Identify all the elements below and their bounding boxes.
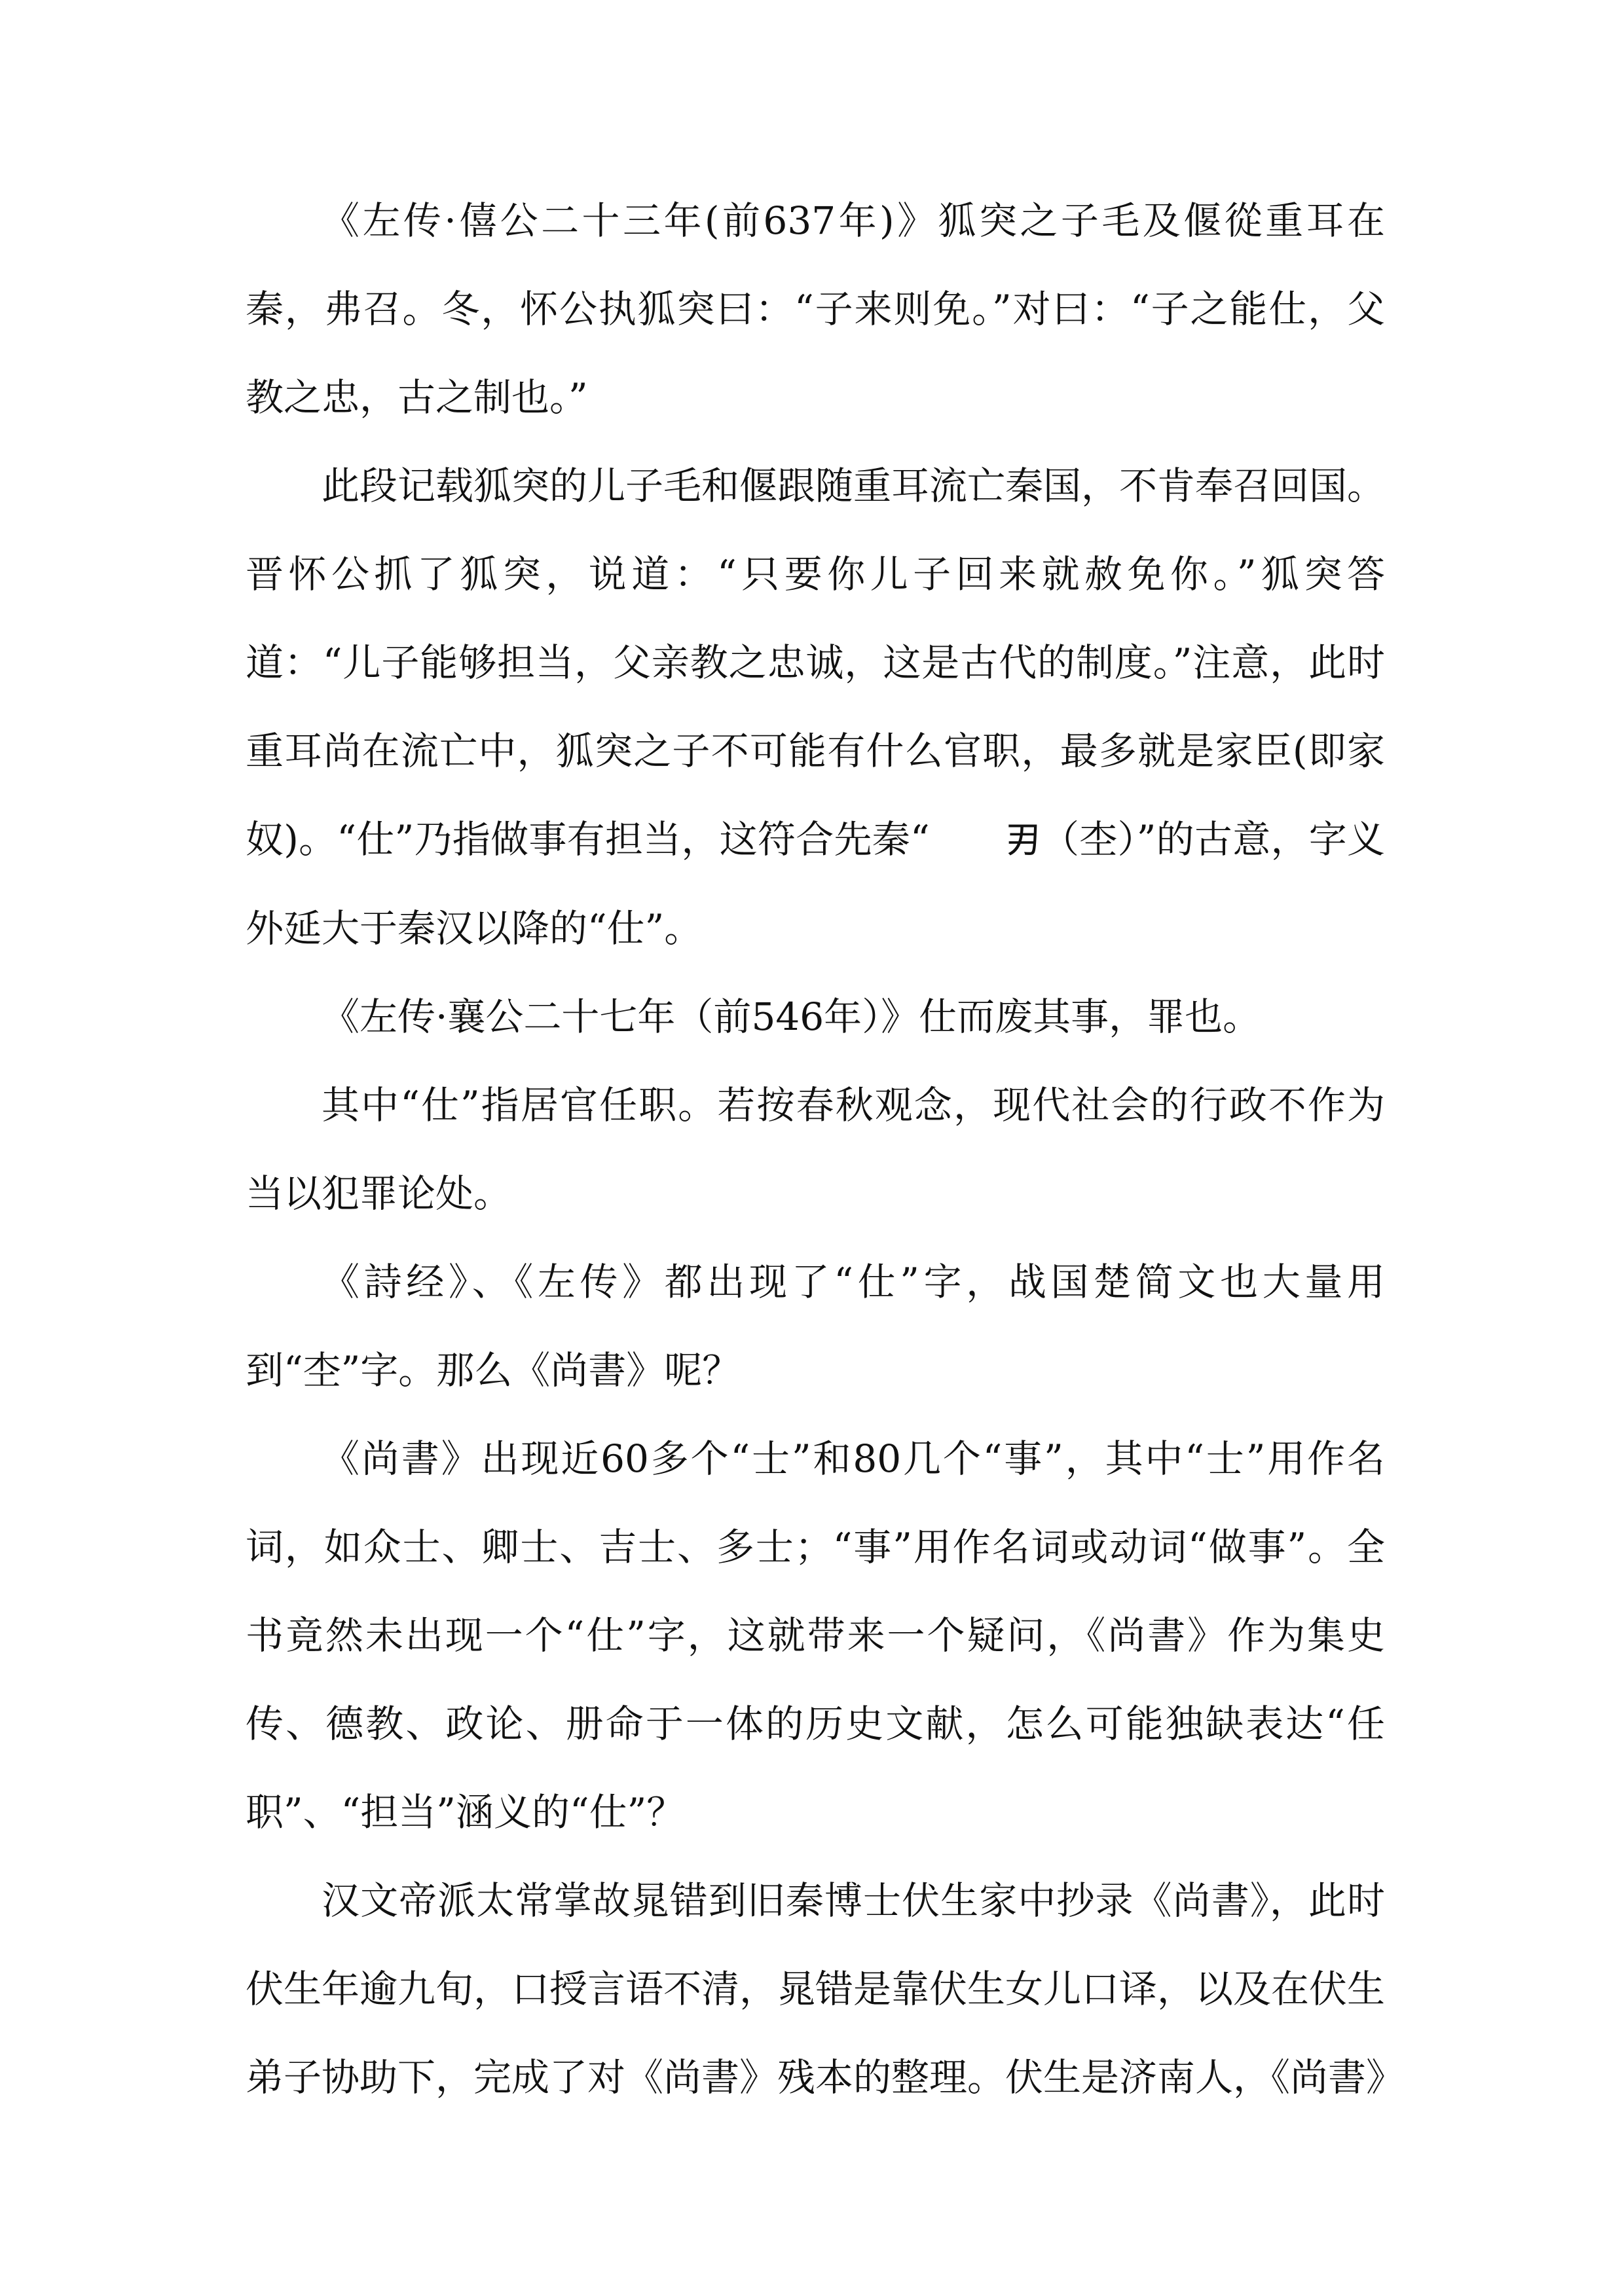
paragraph-zuozhuan-xigong: 《左传·僖公二十三年(前637年)》狐突之子毛及偃從重耳在秦，弗召。冬，怀公执狐突曰：“子来则免。”对曰：“子之能仕，父教之忠，古之制也。” (246, 198, 1385, 420)
paragraph-hutu-text-part1: 此段记载狐突的儿子毛和偃跟随重耳流亡秦国，不肯奉召回国。晋怀公抓了狐突，说道：“只要你儿子回来就赦免你。”狐突答道：“儿子能够担当，父亲教之忠诚，这是古代的制度。”注意，此时重耳尚在流亡中，狐突之子不可能有什么官职，最多就是家臣(即家奴)。“仕”乃指做事有担当，这符合先秦“ (246, 464, 1386, 862)
paragraph-zuozhuan-xianggong: 《左传·襄公二十七年（前546年）》仕而废其事，罪也。 (322, 994, 1261, 1039)
ancient-character-glyph: 𭃂 (1005, 820, 1041, 861)
paragraph-hutu-text-part2: （杢）”的古意，字义外延大于秦汉以降的“仕”。 (246, 817, 1385, 951)
paragraph-shi-meaning: 其中“仕”指居官任职。若按春秋观念，现代社会的行政不作为当以犯罪论处。 (246, 1083, 1385, 1216)
paragraph-shijing-question: 《詩经》、《左传》都出现了“仕”字，战国楚简文也大量用到“杢”字。那么《尚書》呢？ (246, 1260, 1385, 1393)
paragraph-hutu-explanation (246, 442, 1385, 973)
paragraph-shangshu-analysis: 《尚書》出现近60多个“士”和80几个“事”，其中“士”用作名词，如众士、卿士、吉士、多士；“事”用作名词或动词“做事”。全书竟然未出现一个“仕”字，这就带来一个疑问，《尚書》作为集史传、德教、政论、册命于一体的历史文献，怎么可能独缺表达“任职”、“担当”涵义的“仕”？ (246, 1436, 1385, 1834)
paragraph-chaocuo-history: 汉文帝派太常掌故晁错到旧秦博士伏生家中抄录《尚書》，此时伏生年逾九旬，口授言语不清，晁错是靠伏生女儿口译，以及在伏生弟子协助下，完成了对《尚書》残本的整理。伏生是济南人，《尚書》 (246, 1878, 1405, 2100)
document-body (246, 177, 1405, 2122)
